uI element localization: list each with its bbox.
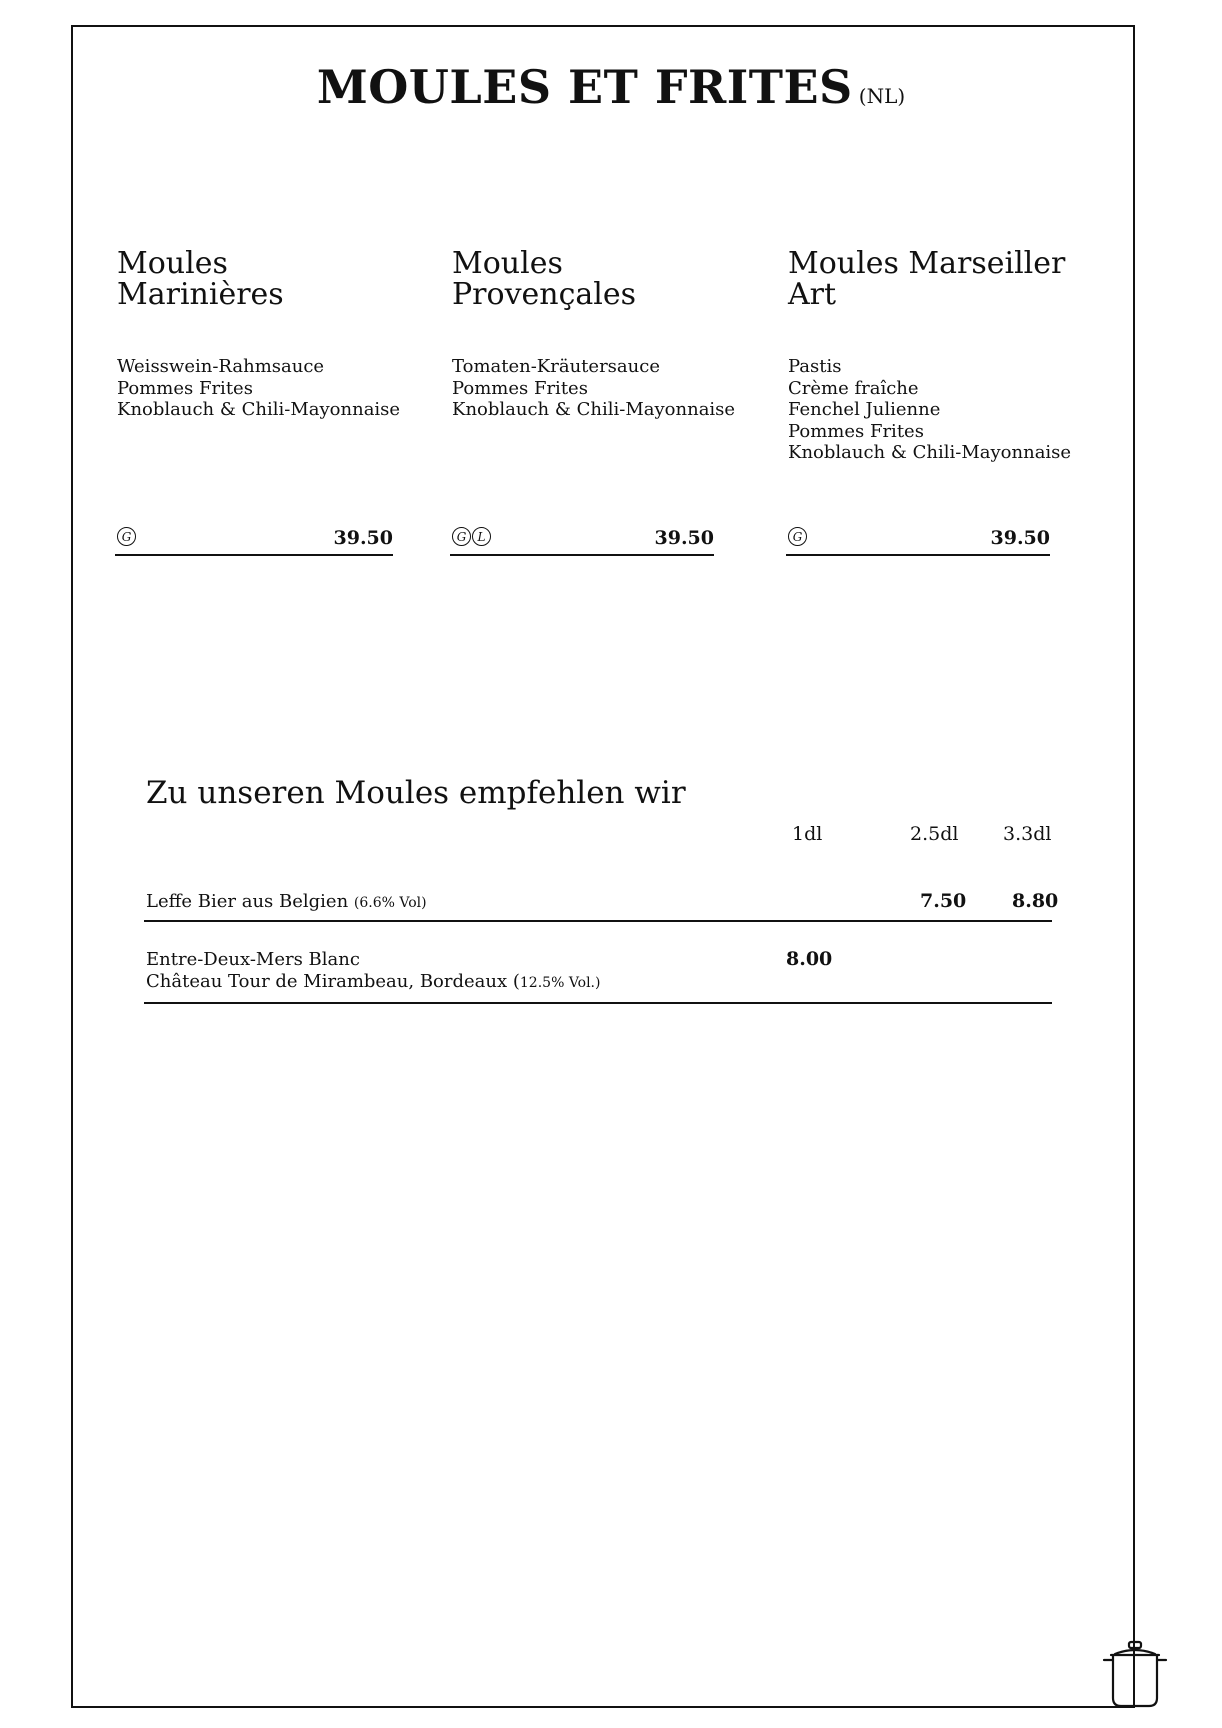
alcohol-note: (6.6% Vol) bbox=[353, 895, 427, 911]
drink-name: Leffe Bier aus Belgien (6.6% Vol) bbox=[146, 891, 427, 912]
alcohol-note: 12.5% Vol.) bbox=[519, 975, 601, 991]
title-suffix: (NL) bbox=[858, 84, 906, 108]
dish-price-row bbox=[115, 527, 393, 556]
dish-name: Moules Provençales bbox=[452, 246, 637, 312]
lactose-badge-icon: L bbox=[472, 527, 491, 546]
price-3-3dl: 8.80 bbox=[1012, 890, 1059, 912]
column-header-3-3dl: 3.3dl bbox=[1003, 823, 1052, 845]
gluten-badge-icon: G bbox=[117, 527, 136, 546]
ingredient: Pastis bbox=[788, 356, 842, 377]
ingredient: Knoblauch & Chili-Mayonnaise bbox=[117, 399, 401, 420]
column-header-2-5dl: 2.5dl bbox=[910, 823, 959, 845]
price-2-5dl: 7.50 bbox=[920, 890, 967, 912]
ingredient: Tomaten-Kräutersauce bbox=[452, 356, 660, 377]
price-1dl: 8.00 bbox=[786, 948, 833, 970]
page-title bbox=[0, 60, 1222, 114]
dish-provencales bbox=[452, 246, 736, 420]
dish-marinieres bbox=[117, 246, 401, 420]
dish-price: 39.50 bbox=[990, 527, 1050, 549]
gluten-badge-icon: G bbox=[788, 527, 807, 546]
ingredient: Crème fraîche bbox=[788, 377, 919, 399]
dish-name: Moules Marinières bbox=[117, 246, 284, 312]
dish-price-row bbox=[450, 527, 714, 556]
dish-price: 39.50 bbox=[654, 527, 714, 549]
dish-ingredients bbox=[117, 356, 400, 421]
dish-ingredients bbox=[788, 356, 1071, 464]
dish-name: Moules Marseiller Art bbox=[788, 246, 1066, 312]
ingredient: Knoblauch & Chili-Mayonnaise bbox=[788, 442, 1072, 463]
ingredient: Fenchel Julienne bbox=[788, 399, 941, 420]
dish-price: 39.50 bbox=[333, 527, 393, 549]
recommendation-row bbox=[144, 886, 1059, 922]
dish-marseiller-art bbox=[788, 246, 1072, 463]
ingredient: Pommes Frites bbox=[117, 377, 253, 399]
recommendation-row bbox=[144, 946, 1052, 1004]
drink-name: Entre-Deux-Mers Blanc Château Tour de Mirambeau, Bordeaux (12.5% Vol.) bbox=[146, 949, 601, 992]
title-text: MOULES ET FRITES bbox=[316, 60, 853, 114]
dish-price-row bbox=[786, 527, 1050, 556]
ingredient: Pommes Frites bbox=[788, 420, 924, 442]
gluten-badge-icon: G bbox=[452, 527, 471, 546]
cooking-pot-icon bbox=[1100, 1640, 1170, 1712]
ingredient: Pommes Frites bbox=[452, 377, 588, 399]
ingredient: Weisswein-Rahmsauce bbox=[117, 356, 325, 377]
recommendations-title: Zu unseren Moules empfehlen wir bbox=[146, 775, 686, 811]
dish-ingredients bbox=[452, 356, 735, 421]
column-header-1dl: 1dl bbox=[792, 823, 823, 845]
ingredient: Knoblauch & Chili-Mayonnaise bbox=[452, 399, 736, 420]
